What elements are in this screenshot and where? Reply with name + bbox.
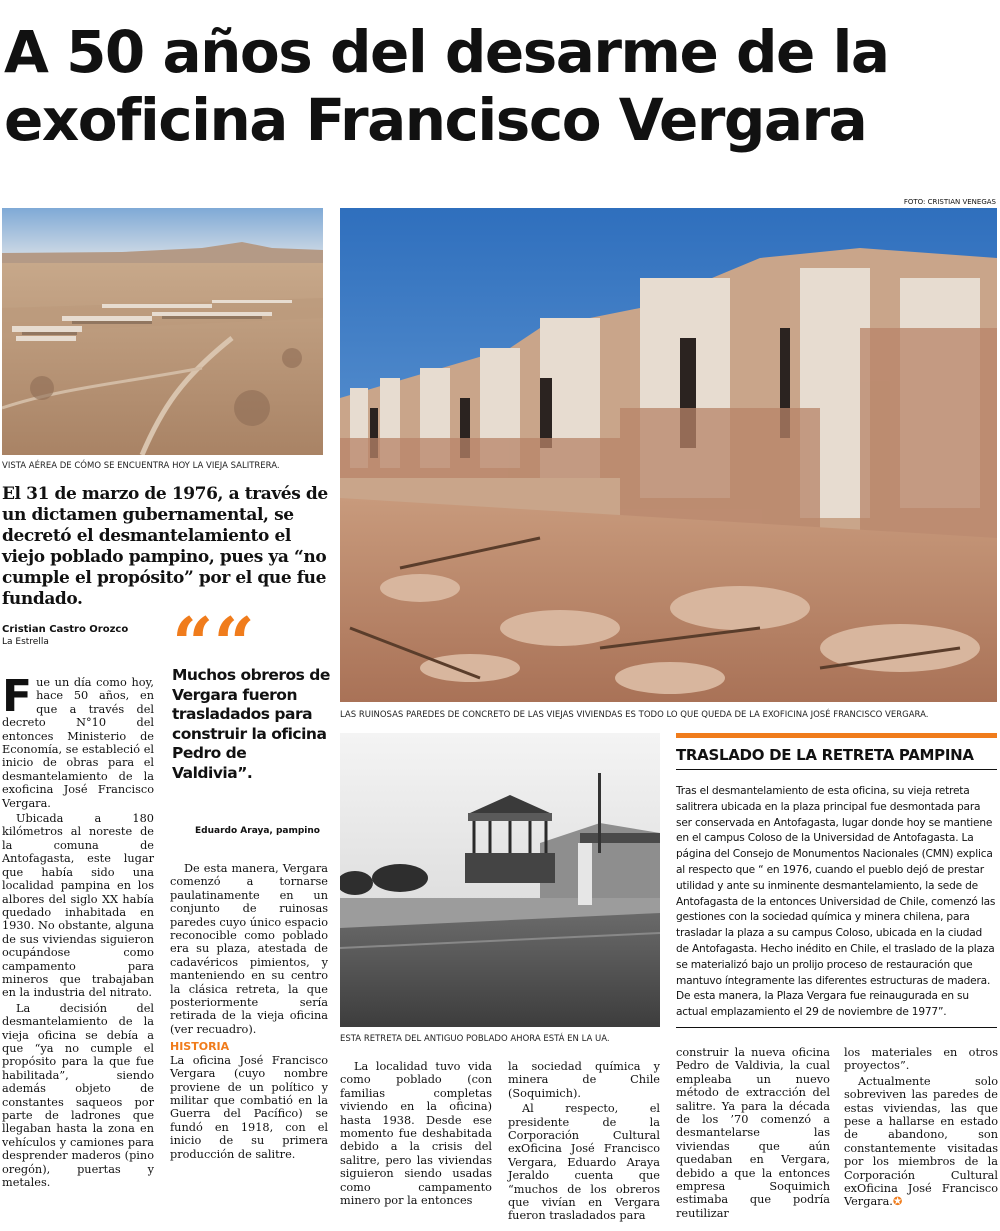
- lede: El 31 de marzo de 1976, a través de un dictamen gubernamental, se decretó el desmantelamiento el viejo poblado pampino, pues ya “no cumple el propósito” por el que fue fundado.: [2, 484, 328, 609]
- paragraph: De esta manera, Vergara comenzó a tornarse paulatinamente en un conjunto de ruinosas paredes cuyo único espacio reconocible como poblado era su plaza, atestada de cadavéricos pimientos, y manteniendo en su centro la clásica retreta, la que posteriormente sería retirada de la vieja oficina (ver recuadro).: [170, 862, 328, 1036]
- article-column-5: [676, 1046, 830, 1222]
- paragraph: ue un día como hoy, hace 50 años, en que a través del decreto N°10 del entonces Ministerio de Economía, se estableció el inicio de obras para el desmantelamiento de la exoficina José Francisco Vergara.: [2, 676, 154, 810]
- aerial-photo: [2, 208, 323, 455]
- ruins-photo-caption: LAS RUINOSAS PAREDES DE CONCRETO DE LAS VIEJAS VIVIENDAS ES TODO LO QUE QUEDA DE LA EXOFICINA JOSÉ FRANCISCO VERGARA.: [340, 710, 929, 720]
- article-column-6: [844, 1046, 998, 1211]
- article-column-1: [2, 671, 154, 1191]
- article-column-4: [508, 1060, 660, 1225]
- section-subhead: HISTORIA: [170, 1040, 230, 1054]
- sidebar-title-rule: [676, 769, 997, 770]
- paragraph: La localidad tuvo vida como poblado (con familias completas viviendo en la oficina) hasta 1938. Desde ese momento fue deshabitada debido a la crisis del salitre, pero las viviendas siguieron siendo usadas como campamento minero por la entonces: [340, 1060, 492, 1208]
- paragraph: Ubicada a 180 kilómetros al noreste de la comuna de Antofagasta, este lugar que había sido una localidad pampina en los albores del siglo XX había quedado inhabitada en 1930. No obstante, alguna de sus viviendas siguieron ocupándose como campamento para mineros que trabajaban en la industria del nitrato.: [2, 812, 154, 1000]
- paragraph: la sociedad química y minera de Chile (Soquimich).: [508, 1060, 660, 1100]
- paragraph: La decisión del desmantelamiento de la vieja oficina se debía a que “ya no cumple el propósito para la que fue habilitada”, siendo además objeto de constantes saqueos por parte de ladrones que llegaban hasta la zona en vehículos y camiones para desprender maderos (pino oregón), puertas y metales.: [2, 1001, 154, 1190]
- sidebar-text: Tras el desmantelamiento de esta oficina, su vieja retreta salitrera ubicada en la plaza principal fue desmontada para ser conservada en Antofagasta, lugar donde hoy se mantiene en el campus Coloso de la Universidad de Antofagasta. La página del Consejo de Monumentos Nacionales (CMN) explica al respecto que “ en 1976, cuando el pueblo dejó de prestar utilidad y ante su inminente desmantelamiento, la sede de Antofagasta de la entonces Universidad de Chile, comenzó las gestiones con la sociedad química y minera chilena, para trasladar la plaza a su campus Coloso, ubicada en la ciudad de Antofagasta. Hecho inédito en Chile, el traslado de la plaza se materializó bajo un prolijo proceso de restauración que mantuvo íntegramente las diferentes estructuras de madera. De esta manera, la Plaza Vergara fue reinaugurada en su actual emplazamiento el 29 de noviembre de 1977”.: [676, 785, 996, 1019]
- paragraph: Al respecto, el presidente de la Corporación Cultural exOficina José Francisco Vergara, Eduardo Araya Jeraldo cuenta que “muchos de los obreros que vivían en Vergara fueron trasladados para: [508, 1102, 660, 1223]
- quote-mark-icon: ““: [172, 601, 255, 686]
- ruins-photo: [340, 208, 997, 702]
- retreta-photo: [340, 733, 660, 1027]
- retreta-photo-caption: ESTA RETRETA DEL ANTIGUO POBLADO AHORA ESTÁ EN LA UA.: [340, 1034, 610, 1044]
- pull-quote: Muchos obreros de Vergara fueron trasladados para construir la oficina Pedro de Valdivia”.: [172, 666, 330, 782]
- byline-name: Cristian Castro Orozco: [2, 624, 129, 635]
- drop-cap: F: [2, 671, 33, 722]
- paragraph: construir la nueva oficina Pedro de Valdivia, la cual empleaba un nuevo método de extracción del salitre. Ya para la década de los ’70 comenzó a desmantelarse las viviendas que aún quedaban en Vergara, debido a que la entonces empresa Soquimich estimaba que podría reutilizar: [676, 1046, 830, 1220]
- sidebar-title: TRASLADO DE LA RETRETA PAMPINA: [676, 746, 974, 764]
- aerial-photo-illustration: [2, 208, 323, 455]
- ruins-photo-illustration: [340, 208, 997, 702]
- byline-org: La Estrella: [2, 637, 49, 647]
- article-column-3: [340, 1060, 492, 1209]
- photo-credit: FOTO: CRISTIAN VENEGAS: [903, 198, 996, 206]
- paragraph: los materiales en otros proyectos”.: [844, 1046, 998, 1073]
- aerial-photo-caption: VISTA AÉREA DE CÓMO SE ENCUENTRA HOY LA VIEJA SALITRERA.: [2, 461, 280, 471]
- paragraph: La oficina José Francisco Vergara (cuyo nombre proviene de un político y militar que combatió en la Guerra del Pacífico) se fundó en 1918, con el inicio de su primera producción de salitre.: [170, 1053, 328, 1161]
- retreta-photo-illustration: [340, 733, 660, 1027]
- headline: A 50 años del desarme de la exoficina Francisco Vergara: [4, 18, 889, 154]
- pull-quote-author: Eduardo Araya, pampino: [195, 826, 320, 836]
- article-column-2: [170, 862, 328, 1163]
- paragraph: Actualmente solo sobreviven las paredes de estas viviendas, las que pese a hallarse en estado de abandono, son constantemente visitadas por los miembros de la Corporación Cultural exOficina José Francisco Vergara.✪: [844, 1074, 998, 1209]
- sidebar-bottom-rule: [676, 1027, 997, 1028]
- sidebar-top-rule: [676, 733, 997, 738]
- end-mark-icon: ✪: [892, 1195, 903, 1209]
